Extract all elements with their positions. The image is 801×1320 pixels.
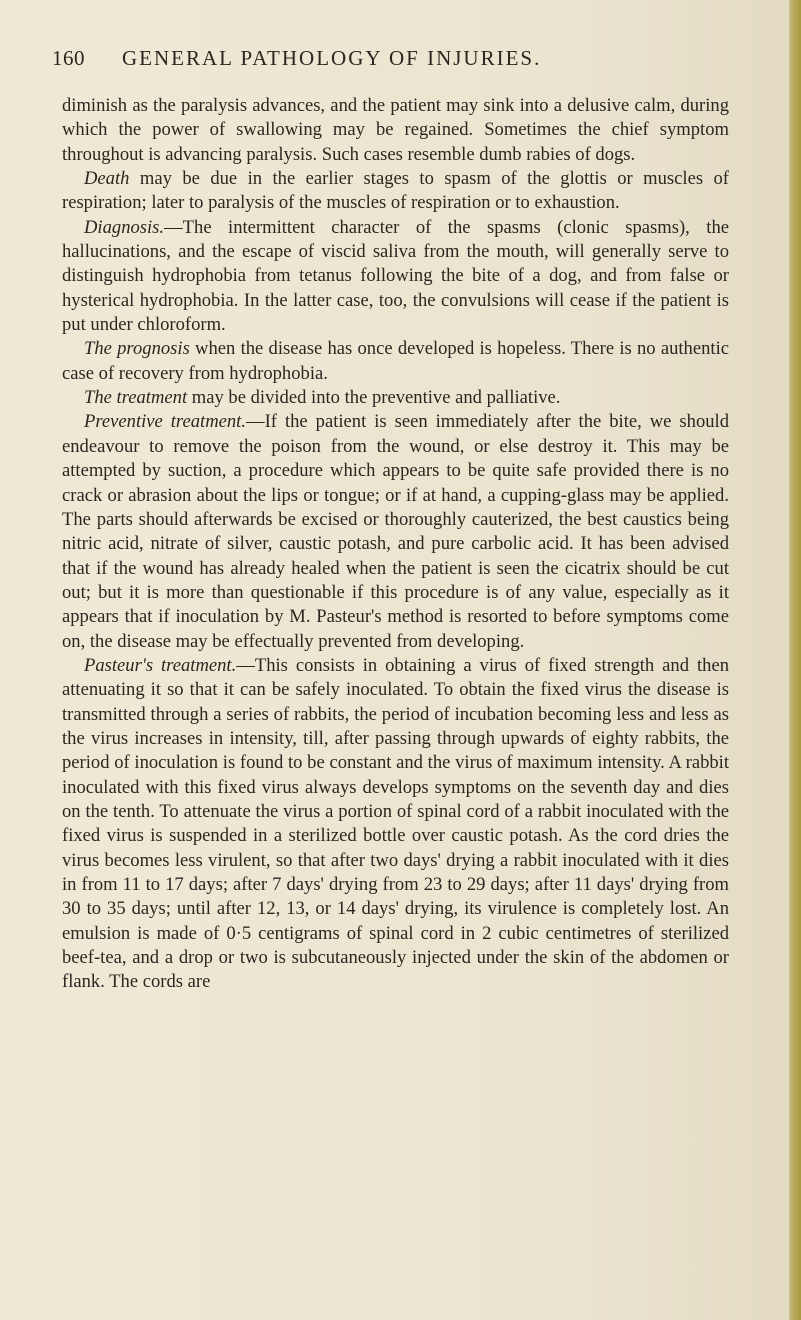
paragraph-treatment [62, 386, 729, 410]
paragraph-text: may be due in the earlier stages to spasm of the glottis or muscles of respiration; later to paralysis of the muscles of respiration or to exhaustion. [62, 168, 729, 214]
paragraph-text: may be divided into the preventive and palliative. [187, 387, 561, 409]
paragraph-diagnosis [62, 216, 729, 338]
paragraph-text: —This consists in obtaining a virus of fixed strength and then attenuating it so that it can be safely inoculated. To obtain the fixed virus the disease is transmitted through a series of rabbits, the period of incubation becoming less and less as the virus increases in intensity, till, after passing through upwards of eighty rabbits, the period of inoculation is found to be constant and the virus of maximum intensity. A rabbit inoculated with this fixed virus always develops symptoms on the seventh day and dies on the tenth. To attenuate the virus a portion of spinal cord of a rabbit inoculated with the fixed virus is suspended in a sterilized bottle over caustic potash. As the cord dries the virus becomes less virulent, so that after two days' drying a rabbit inoculated with it dies in from 11 to 17 days; after 7 days' drying from 23 to 29 days; after 11 days' drying from 30 to 35 days; until after 12, 13, or 14 days' drying, its virulence is completely lost. An emulsion is made of 0·5 centigrams of spinal cord in 2 cubic centimetres of sterilized beef-tea, and a drop or two is subcutaneously injected under the skin of the abdomen or flank. The cords are [62, 654, 729, 993]
paragraph-text: —If the patient is seen immediately after the bite, we should endeavour to remove the poison from the wound, or else destroy it. This may be attempted by suction, a procedure which appears to be quite safe provided there is no crack or abrasion about the lips or tongue; or if at hand, a cupping-glass may be applied. The parts should afterwards be excised or thoroughly cauterized, the best caustics being nitric acid, nitrate of silver, caustic potash, and pure carbolic acid. It has been advised that if the wound has already healed when the patient is seen the cicatrix should be cut out; but it is more than questionable if this procedure is of any value, especially as it appears that if inoculation by M. Pasteur's method is resorted to before symptoms come on, the disease may be effectually prevented from developing. [62, 411, 729, 652]
paragraph-lead: Pasteur's treatment. [84, 654, 237, 676]
paragraph-pasteur-treatment [62, 654, 729, 995]
paragraph-paralysis [62, 94, 729, 167]
page-edge [789, 0, 801, 1320]
page-header [52, 46, 729, 86]
paragraph-text: when the disease has once developed is hopeless. There is no authentic case of recovery from hydrophobia. [62, 338, 729, 384]
paragraph-lead: Diagnosis. [84, 216, 165, 238]
page-number: 160 [52, 46, 85, 70]
paragraph-text: —The intermittent character of the spasms (clonic spasms), the hallucinations, and the escape of viscid saliva from the mouth, will generally serve to distinguish hydrophobia from tetanus following the bite of a dog, and from false or hysterical hydrophobia. In the latter case, too, the convulsions will cease if the patient is put under chloroform. [62, 216, 729, 336]
paragraph-lead: Preventive treatment. [84, 411, 246, 433]
paragraph-lead: Death [84, 168, 130, 190]
paragraph-death [62, 167, 729, 216]
paragraph-prognosis [62, 337, 729, 386]
running-head: GENERAL PATHOLOGY OF INJURIES. [122, 46, 542, 70]
body-text [52, 94, 729, 995]
paragraph-lead: The prognosis [84, 338, 190, 360]
paragraph-preventive-treatment [62, 410, 729, 653]
paragraph-text: diminish as the paralysis advances, and the patient may sink into a delusive calm, during which the power of swallowing may be regained. Sometimes the chief symptom throughout is advancing paralysis. Such cases resemble dumb rabies of dogs. [62, 95, 729, 165]
paragraph-lead: The treatment [84, 387, 188, 409]
